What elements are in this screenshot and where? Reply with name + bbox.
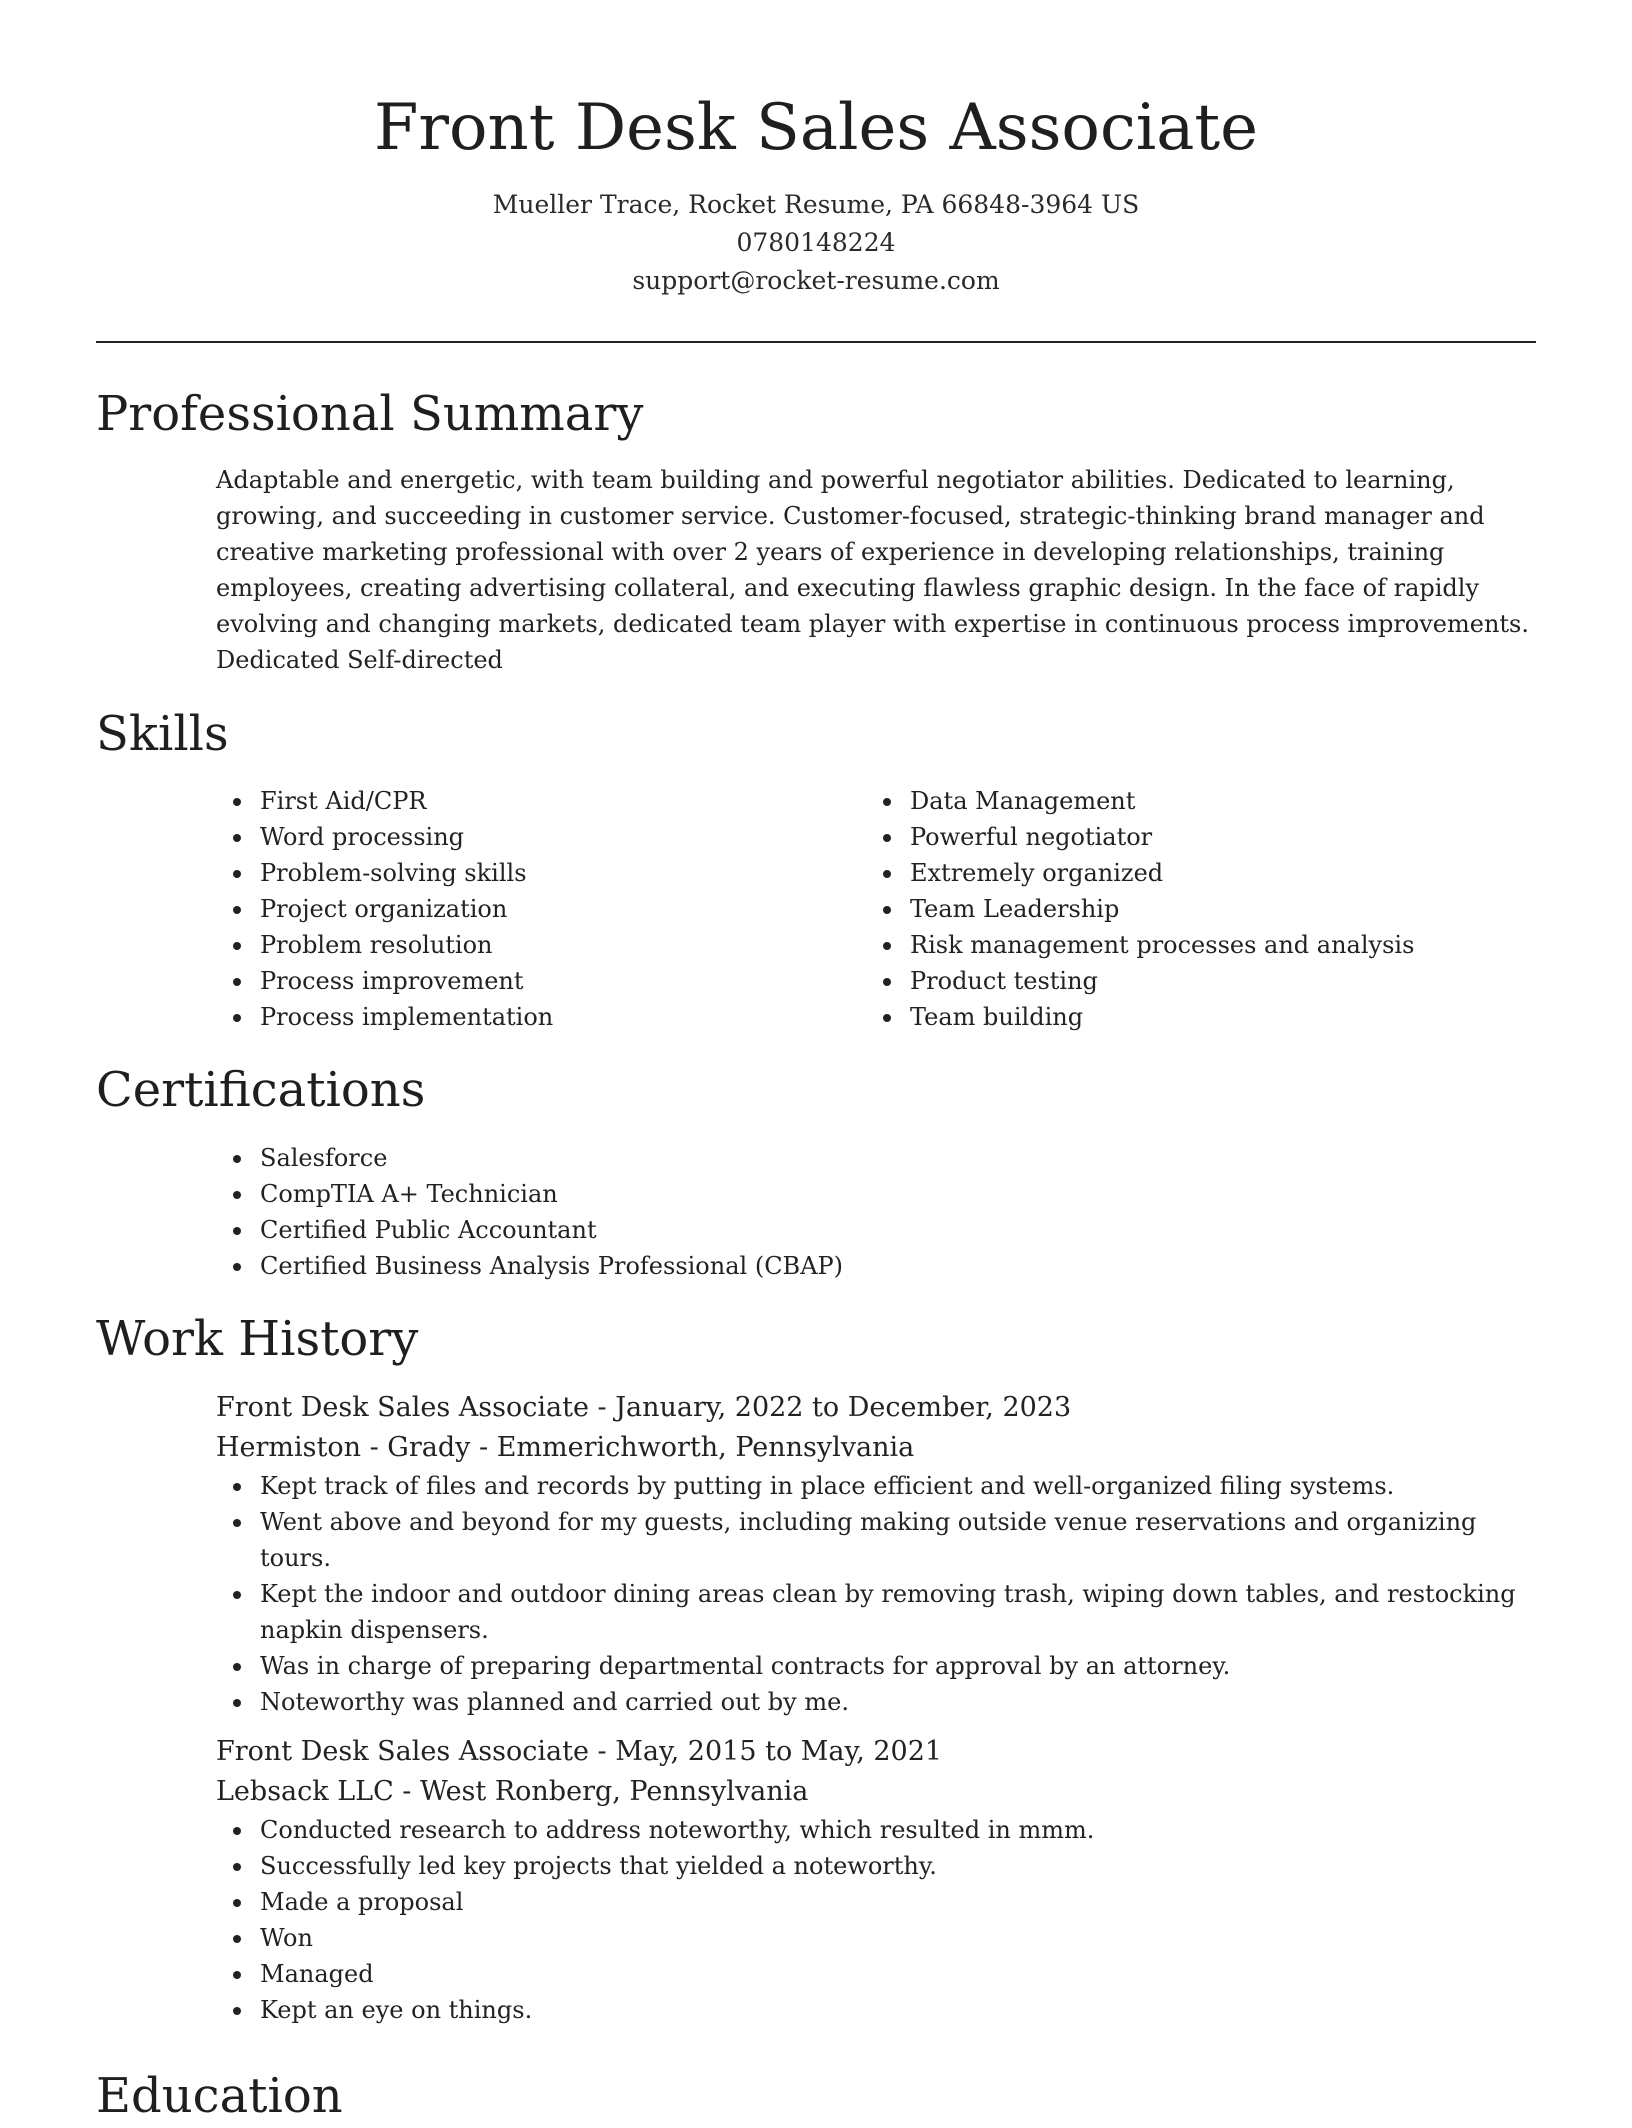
skill-item: Risk management processes and analysis [866, 927, 1486, 963]
job-title-line: Front Desk Sales Associate - May, 2015 to May, 2021 [216, 1736, 943, 1767]
work-history-heading: Work History [96, 1311, 419, 1367]
candidate-name: Front Desk Sales Associate [374, 91, 1258, 165]
contact-info [96, 186, 1536, 300]
certification-item: Salesforce [216, 1140, 1536, 1176]
skill-item: Extremely organized [866, 855, 1486, 891]
job-company-line: Lebsack LLC - West Ronberg, Pennsylvania [216, 1776, 809, 1807]
job-bullet: Managed [216, 1956, 1536, 1992]
skill-item: Team Leadership [866, 891, 1486, 927]
skill-item: Product testing [866, 963, 1486, 999]
job-bullet: Successfully led key projects that yielded a noteworthy. [216, 1848, 1536, 1884]
skills-list-left [216, 783, 836, 1035]
certifications-list [216, 1140, 1536, 1284]
skill-item: First Aid/CPR [216, 783, 836, 819]
job-bullet-list [216, 1812, 1536, 2028]
certification-item: CompTIA A+ Technician [216, 1176, 1536, 1212]
job-bullet: Made a proposal [216, 1884, 1536, 1920]
skill-item: Problem-solving skills [216, 855, 836, 891]
job-bullet-list [216, 1468, 1536, 1720]
certification-item: Certified Public Accountant [216, 1212, 1536, 1248]
job-title-line: Front Desk Sales Associate - January, 2022 to December, 2023 [216, 1392, 1072, 1423]
summary-heading: Professional Summary [96, 386, 644, 442]
job-bullet: Conducted research to address noteworthy, which resulted in mmm. [216, 1812, 1536, 1848]
skill-item: Process improvement [216, 963, 836, 999]
certification-item: Certified Business Analysis Professional (CBAP) [216, 1248, 1536, 1284]
skill-item: Project organization [216, 891, 836, 927]
job-bullet: Went above and beyond for my guests, including making outside venue reservations and organizing tours. [216, 1504, 1536, 1576]
job-entry [216, 1388, 1536, 1720]
job-bullet: Won [216, 1920, 1536, 1956]
header-divider [96, 341, 1536, 343]
skill-item: Process implementation [216, 999, 836, 1035]
job-bullet: Kept the indoor and outdoor dining areas clean by removing trash, wiping down tables, and restocking napkin dispensers. [216, 1576, 1536, 1648]
job-bullet: Noteworthy was planned and carried out by me. [216, 1684, 1536, 1720]
job-bullet: Was in charge of preparing departmental contracts for approval by an attorney. [216, 1648, 1536, 1684]
skill-item: Team building [866, 999, 1486, 1035]
job-bullet: Kept an eye on things. [216, 1992, 1536, 2028]
phone-text: 0780148224 [736, 228, 896, 257]
skills-list-right [866, 783, 1486, 1035]
skill-item: Problem resolution [216, 927, 836, 963]
address-text: Mueller Trace, Rocket Resume, PA 66848-3964 US [492, 190, 1140, 219]
resume-header [96, 80, 1536, 300]
certifications-heading: Certifications [96, 1062, 426, 1118]
job-entry [216, 1732, 1536, 2028]
skill-item: Powerful negotiator [866, 819, 1486, 855]
skill-item: Data Management [866, 783, 1486, 819]
summary-text: Adaptable and energetic, with team building and powerful negotiator abilities. Dedicated to learning, growing, and succeeding in customer service. Customer-focused, strategic-thinking brand manager and creative marketing professional with over 2 years of experience in developing relationships, training employees, creating advertising collateral, and executing flawless graphic design. In the face of rapidly evolving and changing markets, dedicated team player with expertise in continuous process improvements. Dedicated Self-directed [216, 466, 1530, 674]
email-text: support@rocket-resume.com [632, 266, 1000, 295]
job-company-line: Hermiston - Grady - Emmerichworth, Pennsylvania [216, 1432, 915, 1463]
skills-heading: Skills [96, 706, 229, 762]
education-heading: Education [96, 2068, 343, 2124]
job-bullet: Kept track of files and records by putting in place efficient and well-organized filing systems. [216, 1468, 1536, 1504]
skill-item: Word processing [216, 819, 836, 855]
